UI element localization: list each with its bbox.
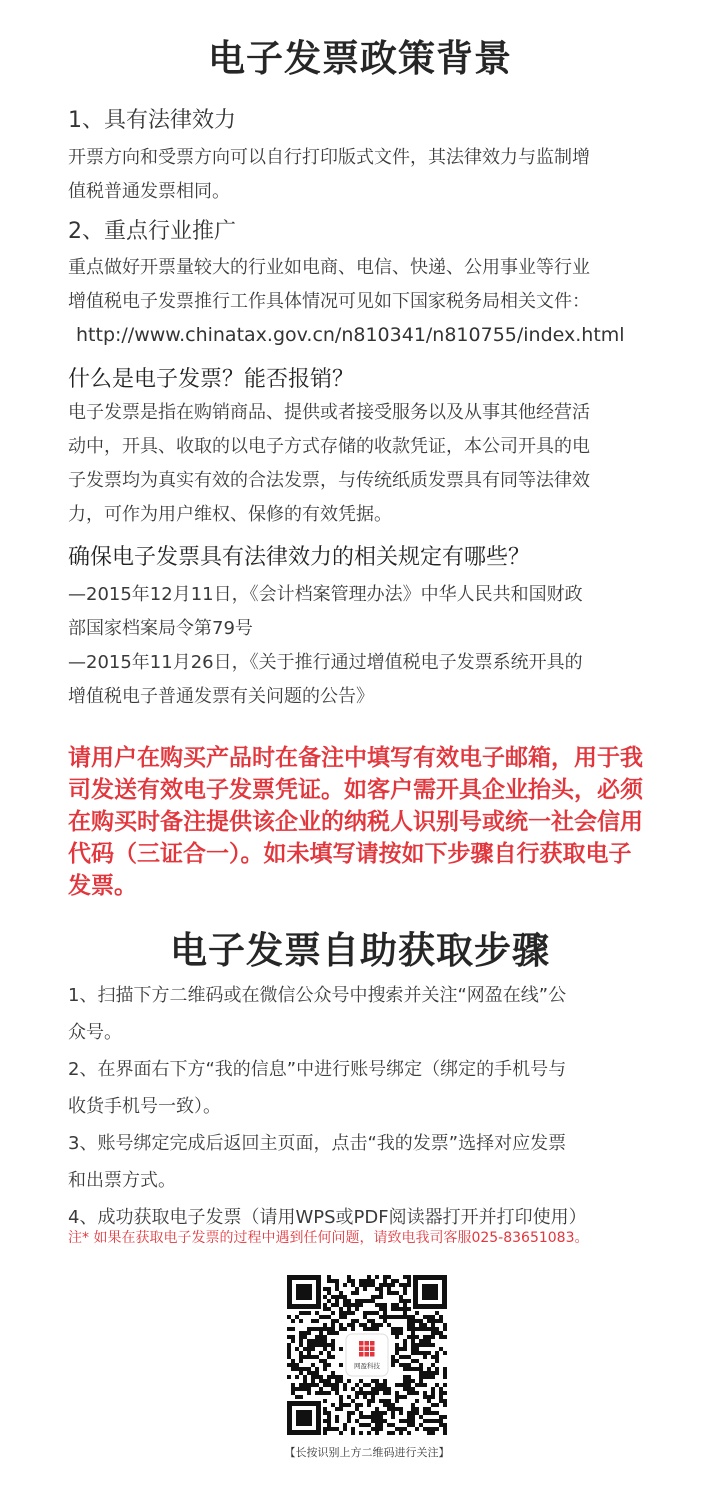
qr-finder-bottom-left bbox=[287, 1401, 321, 1435]
self-service-steps-title: 电子发票自助获取步骤 bbox=[170, 929, 550, 972]
regulations-heading: 确保电子发票具有法律效力的相关规定有哪些？ bbox=[68, 545, 531, 570]
qr-finder-top-left bbox=[287, 1275, 321, 1309]
industry-promotion-text bbox=[68, 251, 668, 319]
step-line: 4、成功获取电子发票（请用WPS或PDF阅读器打开并打印使用） bbox=[68, 1207, 587, 1228]
qr-caption: 【长按识别上方二维码进行关注】 bbox=[284, 1446, 450, 1459]
email-notice bbox=[68, 742, 678, 902]
logo-text: 网盈科技 bbox=[354, 1362, 380, 1370]
text-line: 重点做好开票量较大的行业如电商、电信、快递、公用事业等行业 bbox=[68, 257, 590, 278]
notice-line: 请用户在购买产品时在备注中填写有效电子邮箱，用于我 bbox=[68, 745, 643, 771]
notice-line: 代码（三证合一）。如未填写请按如下步骤自行获取电子 bbox=[68, 841, 632, 867]
qr-code[interactable] bbox=[283, 1271, 451, 1439]
step-line: 2、在界面右下方“我的信息”中进行账号绑定（绑定的手机号与 bbox=[68, 1059, 567, 1080]
notice-line: 发票。 bbox=[68, 873, 137, 899]
text-line: —2015年11月26日，《关于推行通过增值税电子发票系统开具的 bbox=[68, 652, 583, 673]
text-line: 值税普通发票相同。 bbox=[68, 181, 230, 202]
customer-service-note: 注* 如果在获取电子发票的过程中遇到任何问题，请致电我司客服025-83651083。 bbox=[68, 1230, 589, 1246]
notice-line: 在购买时备注提供该企业的纳税人识别号或统一社会信用 bbox=[68, 809, 643, 835]
text-line: 增值税电子发票推行工作具体情况可见如下国家税务局相关文件： bbox=[68, 291, 590, 312]
notice-line: 司发送有效电子发票凭证。如客户需开具企业抬头，必须 bbox=[68, 777, 643, 803]
regulations-text bbox=[68, 578, 668, 714]
text-line: 增值税电子普通发票有关问题的公告》 bbox=[68, 686, 374, 707]
qr-finder-top-right bbox=[413, 1275, 447, 1309]
step-line: 3、账号绑定完成后返回主页面，点击“我的发票”选择对应发票 bbox=[68, 1133, 567, 1154]
qr-center-logo bbox=[346, 1334, 388, 1376]
chinatax-link[interactable]: http://www.chinatax.gov.cn/n810341/n810755/index.html bbox=[76, 324, 625, 346]
text-line: —2015年12月11日，《会计档案管理办法》中华人民共和国财政 bbox=[68, 584, 583, 605]
step-line: 1、扫描下方二维码或在微信公众号中搜索并关注“网盈在线”公 bbox=[68, 985, 567, 1006]
industry-promotion-heading: 2、重点行业推广 bbox=[68, 219, 236, 244]
what-is-invoice-heading: 什么是电子发票？能否报销？ bbox=[68, 367, 355, 392]
text-line: 子发票均为真实有效的合法发票，与传统纸质发票具有同等法律效 bbox=[68, 470, 590, 491]
legal-effect-heading: 1、具有法律效力 bbox=[68, 108, 236, 133]
step-line: 收货手机号一致）。 bbox=[68, 1096, 221, 1117]
text-line: 电子发票是指在购销商品、提供或者接受服务以及从事其他经营活 bbox=[68, 402, 590, 423]
steps-list bbox=[68, 977, 668, 1236]
text-line: 动中，开具、收取的以电子方式存储的收款凭证，本公司开具的电 bbox=[68, 436, 590, 457]
text-line: 部国家档案局令第79号 bbox=[68, 618, 253, 639]
step-line: 众号。 bbox=[68, 1022, 122, 1043]
policy-background-title: 电子发票政策背景 bbox=[208, 37, 512, 80]
text-line: 力，可作为用户维权、保修的有效凭据。 bbox=[68, 504, 392, 525]
legal-effect-text bbox=[68, 141, 668, 209]
text-line: 开票方向和受票方向可以自行打印版式文件，其法律效力与监制增 bbox=[68, 147, 590, 168]
what-is-invoice-text bbox=[68, 396, 668, 532]
step-line: 和出票方式。 bbox=[68, 1170, 176, 1191]
